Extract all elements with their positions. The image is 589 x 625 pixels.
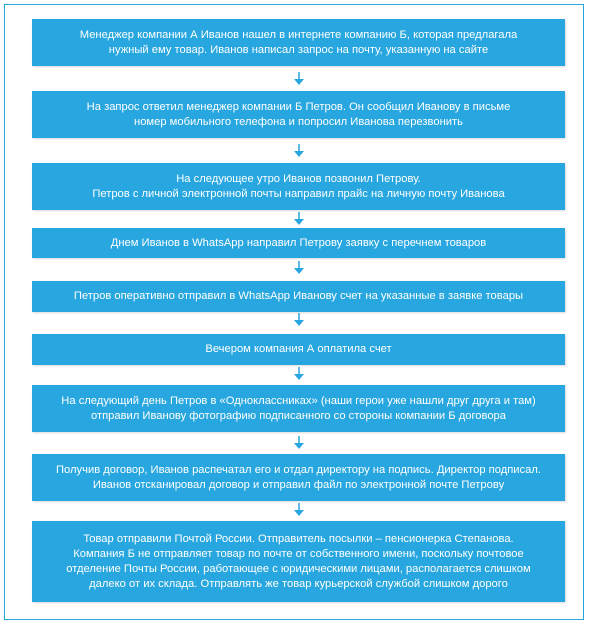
step-text-2: На запрос ответил менеджер компании Б Петров. Он сообщил Иванову в письме номер мобильного телефона и попросил Иванова перезвонить	[86, 100, 511, 128]
step-text-8: Получив договор, Иванов распечатал его и отдал директору на подпись. Директор подписал. Иванов отсканировал договор и отправил файл по электронной почте Петрову	[56, 463, 541, 491]
step-box-7	[32, 385, 565, 432]
arrow-down-icon	[292, 261, 306, 275]
step-text-1: Менеджер компании А Иванов нашел в интернете компанию Б, которая предлагала нужный ему товар. Иванов написал запрос на почту, указанную на сайте	[79, 28, 518, 56]
step-box-5	[32, 281, 565, 312]
step-box-8	[32, 454, 565, 501]
step-text-7: На следующий день Петров в «Одноклассниках» (наши герои уже нашли друг друга и там) отправил Иванову фотографию подписанного со стороны компании Б договора	[61, 394, 536, 422]
step-text-5: Петров оперативно отправил в WhatsApp Иванову счет на указанные в заявке товары	[73, 290, 524, 302]
step-text-4: Днем Иванов в WhatsApp направил Петрову заявку с перечнем товаров	[110, 236, 487, 249]
arrow-down-icon	[292, 436, 306, 450]
step-box-3	[32, 163, 565, 210]
step-box-9	[32, 521, 565, 602]
step-text-9: Товар отправили Почтой России. Отправитель посылки – пенсионерка Степанова. Компания Б не отправляет товар по почте от собственного имени, поскольку почтовое отделение Почты России, работающее с юридическими лицами, располагается слишком далеко от их склада. Отправлять же товар курьерской службой слишком дорого	[66, 532, 531, 590]
arrow-down-icon	[292, 313, 306, 327]
arrow-down-icon	[292, 212, 306, 226]
flowchart-frame	[4, 4, 584, 620]
step-box-6	[32, 334, 565, 365]
step-box-4	[32, 228, 565, 258]
step-text-3: На следующее утро Иванов позвонил Петрову. Петров с личной электронной почты направил прайс на личную почту Иванова	[92, 172, 505, 200]
arrow-down-icon	[292, 367, 306, 381]
step-box-2	[32, 91, 565, 138]
arrow-down-icon	[292, 72, 306, 86]
step-box-1	[32, 19, 565, 66]
step-text-6: Вечером компания А оплатила счет	[205, 343, 392, 355]
arrow-down-icon	[292, 503, 306, 517]
arrow-down-icon	[292, 144, 306, 158]
